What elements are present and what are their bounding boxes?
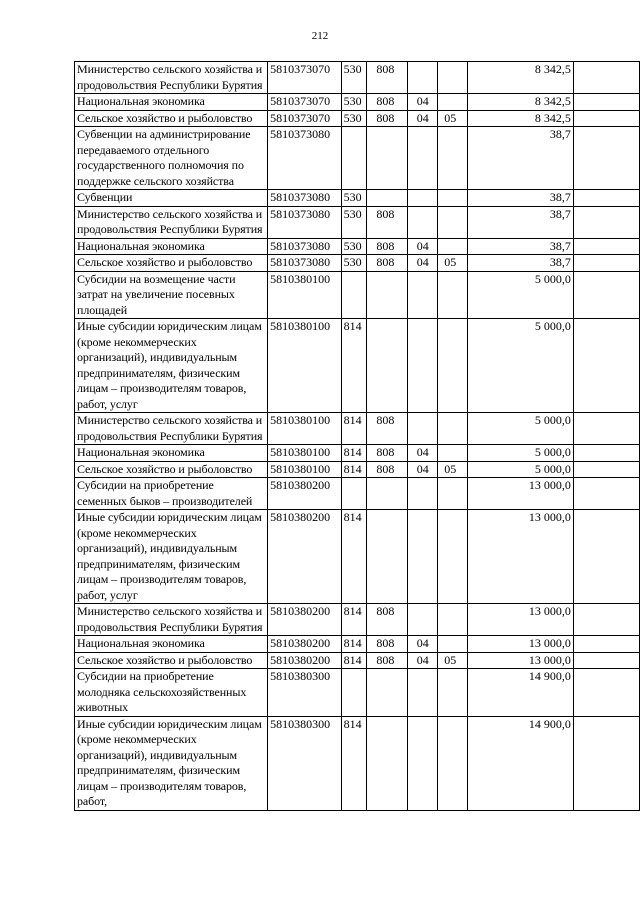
row-name-cell: Иные субсидии юридическим лицам (кроме некоммерческих организаций), индивидуальным предпринимателям, физическим лицам – производителям товаров, работ, услуг bbox=[75, 319, 268, 413]
row-ministry-code-cell bbox=[367, 319, 407, 413]
row-name-cell: Национальная экономика bbox=[75, 636, 268, 653]
row-ministry-code-cell: 808 bbox=[367, 652, 407, 669]
row-target-code-cell: 5810380100 bbox=[268, 271, 341, 319]
row-extra-cell bbox=[573, 636, 639, 653]
row-target-code-cell: 5810380100 bbox=[268, 413, 341, 445]
row-expense-type-cell: 814 bbox=[341, 604, 367, 636]
table-row bbox=[75, 319, 640, 413]
row-subsection-cell bbox=[438, 636, 467, 653]
row-section-cell: 04 bbox=[407, 94, 438, 111]
row-amount-cell: 13 000,0 bbox=[467, 604, 573, 636]
row-section-cell bbox=[407, 716, 438, 810]
row-ministry-code-cell bbox=[367, 478, 407, 510]
row-name-cell: Министерство сельского хозяйства и продовольствия Республики Бурятия bbox=[75, 206, 268, 238]
row-ministry-code-cell: 808 bbox=[367, 445, 407, 462]
row-subsection-cell bbox=[438, 206, 467, 238]
row-target-code-cell: 5810380200 bbox=[268, 636, 341, 653]
row-section-cell: 04 bbox=[407, 636, 438, 653]
row-subsection-cell bbox=[438, 413, 467, 445]
row-target-code-cell: 5810380100 bbox=[268, 461, 341, 478]
row-name-cell: Субсидии на приобретение молодняка сельскохозяйственных животных bbox=[75, 669, 268, 717]
row-expense-type-cell: 530 bbox=[341, 190, 367, 207]
row-name-cell: Сельское хозяйство и рыболовство bbox=[75, 652, 268, 669]
row-ministry-code-cell: 808 bbox=[367, 238, 407, 255]
table-row bbox=[75, 127, 640, 190]
row-amount-cell: 38,7 bbox=[467, 127, 573, 190]
row-section-cell bbox=[407, 669, 438, 717]
row-section-cell: 04 bbox=[407, 652, 438, 669]
row-amount-cell: 38,7 bbox=[467, 255, 573, 272]
row-amount-cell: 13 000,0 bbox=[467, 510, 573, 604]
row-expense-type-cell: 530 bbox=[341, 110, 367, 127]
row-expense-type-cell: 814 bbox=[341, 319, 367, 413]
row-expense-type-cell bbox=[341, 127, 367, 190]
row-name-cell: Национальная экономика bbox=[75, 238, 268, 255]
row-target-code-cell: 5810373080 bbox=[268, 190, 341, 207]
row-target-code-cell: 5810373080 bbox=[268, 255, 341, 272]
row-target-code-cell: 5810373080 bbox=[268, 238, 341, 255]
row-amount-cell: 13 000,0 bbox=[467, 478, 573, 510]
table-row bbox=[75, 510, 640, 604]
row-target-code-cell: 5810380100 bbox=[268, 445, 341, 462]
row-amount-cell: 5 000,0 bbox=[467, 271, 573, 319]
row-section-cell bbox=[407, 413, 438, 445]
row-subsection-cell bbox=[438, 62, 467, 94]
row-extra-cell bbox=[573, 652, 639, 669]
row-extra-cell bbox=[573, 716, 639, 810]
table-row bbox=[75, 206, 640, 238]
row-amount-cell: 38,7 bbox=[467, 206, 573, 238]
row-amount-cell: 13 000,0 bbox=[467, 652, 573, 669]
row-expense-type-cell: 530 bbox=[341, 62, 367, 94]
row-section-cell bbox=[407, 478, 438, 510]
table-row bbox=[75, 716, 640, 810]
row-ministry-code-cell bbox=[367, 669, 407, 717]
table-row bbox=[75, 413, 640, 445]
table-row bbox=[75, 636, 640, 653]
row-expense-type-cell: 814 bbox=[341, 652, 367, 669]
row-expense-type-cell: 530 bbox=[341, 206, 367, 238]
row-target-code-cell: 5810380200 bbox=[268, 652, 341, 669]
row-ministry-code-cell bbox=[367, 127, 407, 190]
budget-table-body bbox=[75, 62, 640, 811]
row-subsection-cell bbox=[438, 127, 467, 190]
row-extra-cell bbox=[573, 445, 639, 462]
row-target-code-cell: 5810380100 bbox=[268, 319, 341, 413]
row-amount-cell: 38,7 bbox=[467, 238, 573, 255]
row-subsection-cell: 05 bbox=[438, 110, 467, 127]
table-row bbox=[75, 271, 640, 319]
row-name-cell: Иные субсидии юридическим лицам (кроме некоммерческих организаций), индивидуальным предпринимателям, физическим лицам – производителям товаров, работ, bbox=[75, 716, 268, 810]
row-subsection-cell bbox=[438, 94, 467, 111]
row-name-cell: Национальная экономика bbox=[75, 94, 268, 111]
row-subsection-cell bbox=[438, 238, 467, 255]
row-ministry-code-cell bbox=[367, 190, 407, 207]
row-ministry-code-cell: 808 bbox=[367, 206, 407, 238]
row-extra-cell bbox=[573, 62, 639, 94]
table-row bbox=[75, 110, 640, 127]
row-ministry-code-cell bbox=[367, 510, 407, 604]
row-ministry-code-cell: 808 bbox=[367, 62, 407, 94]
row-subsection-cell bbox=[438, 190, 467, 207]
row-amount-cell: 14 900,0 bbox=[467, 669, 573, 717]
table-row bbox=[75, 652, 640, 669]
row-name-cell: Субсидии на возмещение части затрат на увеличение посевных площадей bbox=[75, 271, 268, 319]
row-subsection-cell bbox=[438, 271, 467, 319]
row-subsection-cell: 05 bbox=[438, 652, 467, 669]
row-extra-cell bbox=[573, 110, 639, 127]
row-ministry-code-cell bbox=[367, 271, 407, 319]
row-name-cell: Субсидии на приобретение семенных быков – производителей bbox=[75, 478, 268, 510]
row-target-code-cell: 5810373070 bbox=[268, 94, 341, 111]
row-extra-cell bbox=[573, 413, 639, 445]
row-name-cell: Сельское хозяйство и рыболовство bbox=[75, 255, 268, 272]
row-amount-cell: 14 900,0 bbox=[467, 716, 573, 810]
row-subsection-cell bbox=[438, 510, 467, 604]
row-expense-type-cell bbox=[341, 669, 367, 717]
table-row bbox=[75, 461, 640, 478]
row-expense-type-cell bbox=[341, 271, 367, 319]
row-name-cell: Министерство сельского хозяйства и продовольствия Республики Бурятия bbox=[75, 62, 268, 94]
row-expense-type-cell bbox=[341, 478, 367, 510]
table-row bbox=[75, 445, 640, 462]
row-expense-type-cell: 814 bbox=[341, 461, 367, 478]
row-extra-cell bbox=[573, 94, 639, 111]
table-row bbox=[75, 190, 640, 207]
row-extra-cell bbox=[573, 319, 639, 413]
row-section-cell: 04 bbox=[407, 238, 438, 255]
row-amount-cell: 8 342,5 bbox=[467, 94, 573, 111]
row-amount-cell: 8 342,5 bbox=[467, 62, 573, 94]
row-section-cell bbox=[407, 510, 438, 604]
row-target-code-cell: 5810373070 bbox=[268, 62, 341, 94]
row-name-cell: Министерство сельского хозяйства и продовольствия Республики Бурятия bbox=[75, 413, 268, 445]
row-subsection-cell bbox=[438, 669, 467, 717]
row-target-code-cell: 5810380200 bbox=[268, 510, 341, 604]
table-row bbox=[75, 238, 640, 255]
row-target-code-cell: 5810380200 bbox=[268, 604, 341, 636]
row-extra-cell bbox=[573, 238, 639, 255]
row-subsection-cell bbox=[438, 716, 467, 810]
row-section-cell bbox=[407, 62, 438, 94]
row-expense-type-cell: 530 bbox=[341, 255, 367, 272]
row-target-code-cell: 5810373080 bbox=[268, 206, 341, 238]
table-row bbox=[75, 94, 640, 111]
row-expense-type-cell: 814 bbox=[341, 445, 367, 462]
row-extra-cell bbox=[573, 510, 639, 604]
row-section-cell bbox=[407, 271, 438, 319]
row-section-cell bbox=[407, 190, 438, 207]
row-target-code-cell: 5810380200 bbox=[268, 478, 341, 510]
row-section-cell bbox=[407, 206, 438, 238]
row-section-cell: 04 bbox=[407, 255, 438, 272]
row-ministry-code-cell: 808 bbox=[367, 604, 407, 636]
row-subsection-cell: 05 bbox=[438, 255, 467, 272]
budget-table bbox=[74, 61, 640, 811]
row-subsection-cell: 05 bbox=[438, 461, 467, 478]
row-name-cell: Министерство сельского хозяйства и продовольствия Республики Бурятия bbox=[75, 604, 268, 636]
row-name-cell: Субвенции на администрирование передаваемого отдельного государственного полномочия по поддержке сельского хозяйства bbox=[75, 127, 268, 190]
table-row bbox=[75, 255, 640, 272]
row-expense-type-cell: 530 bbox=[341, 238, 367, 255]
row-section-cell bbox=[407, 604, 438, 636]
row-expense-type-cell: 530 bbox=[341, 94, 367, 111]
row-section-cell: 04 bbox=[407, 445, 438, 462]
table-row bbox=[75, 604, 640, 636]
row-section-cell bbox=[407, 319, 438, 413]
row-extra-cell bbox=[573, 271, 639, 319]
table-row bbox=[75, 669, 640, 717]
row-ministry-code-cell: 808 bbox=[367, 461, 407, 478]
row-extra-cell bbox=[573, 604, 639, 636]
row-extra-cell bbox=[573, 255, 639, 272]
row-ministry-code-cell: 808 bbox=[367, 255, 407, 272]
row-expense-type-cell: 814 bbox=[341, 510, 367, 604]
page-number: 212 bbox=[311, 30, 329, 42]
row-subsection-cell bbox=[438, 319, 467, 413]
row-expense-type-cell: 814 bbox=[341, 413, 367, 445]
row-subsection-cell bbox=[438, 604, 467, 636]
row-subsection-cell bbox=[438, 445, 467, 462]
row-section-cell: 04 bbox=[407, 461, 438, 478]
row-section-cell bbox=[407, 127, 438, 190]
row-target-code-cell: 5810373080 bbox=[268, 127, 341, 190]
row-ministry-code-cell: 808 bbox=[367, 413, 407, 445]
row-target-code-cell: 5810380300 bbox=[268, 669, 341, 717]
row-ministry-code-cell: 808 bbox=[367, 94, 407, 111]
row-target-code-cell: 5810380300 bbox=[268, 716, 341, 810]
row-amount-cell: 5 000,0 bbox=[467, 413, 573, 445]
row-name-cell: Субвенции bbox=[75, 190, 268, 207]
row-amount-cell: 13 000,0 bbox=[467, 636, 573, 653]
row-ministry-code-cell: 808 bbox=[367, 110, 407, 127]
row-name-cell: Национальная экономика bbox=[75, 445, 268, 462]
row-amount-cell: 5 000,0 bbox=[467, 461, 573, 478]
row-extra-cell bbox=[573, 127, 639, 190]
row-extra-cell bbox=[573, 206, 639, 238]
row-target-code-cell: 5810373070 bbox=[268, 110, 341, 127]
row-name-cell: Сельское хозяйство и рыболовство bbox=[75, 461, 268, 478]
table-row bbox=[75, 62, 640, 94]
row-amount-cell: 5 000,0 bbox=[467, 319, 573, 413]
row-name-cell: Иные субсидии юридическим лицам (кроме некоммерческих организаций), индивидуальным предпринимателям, физическим лицам – производителям товаров, работ, услуг bbox=[75, 510, 268, 604]
row-subsection-cell bbox=[438, 478, 467, 510]
row-extra-cell bbox=[573, 669, 639, 717]
row-extra-cell bbox=[573, 190, 639, 207]
row-amount-cell: 5 000,0 bbox=[467, 445, 573, 462]
row-ministry-code-cell: 808 bbox=[367, 636, 407, 653]
row-extra-cell bbox=[573, 461, 639, 478]
row-amount-cell: 38,7 bbox=[467, 190, 573, 207]
row-expense-type-cell: 814 bbox=[341, 716, 367, 810]
row-expense-type-cell: 814 bbox=[341, 636, 367, 653]
row-ministry-code-cell bbox=[367, 716, 407, 810]
table-row bbox=[75, 478, 640, 510]
row-section-cell: 04 bbox=[407, 110, 438, 127]
row-name-cell: Сельское хозяйство и рыболовство bbox=[75, 110, 268, 127]
row-amount-cell: 8 342,5 bbox=[467, 110, 573, 127]
row-extra-cell bbox=[573, 478, 639, 510]
